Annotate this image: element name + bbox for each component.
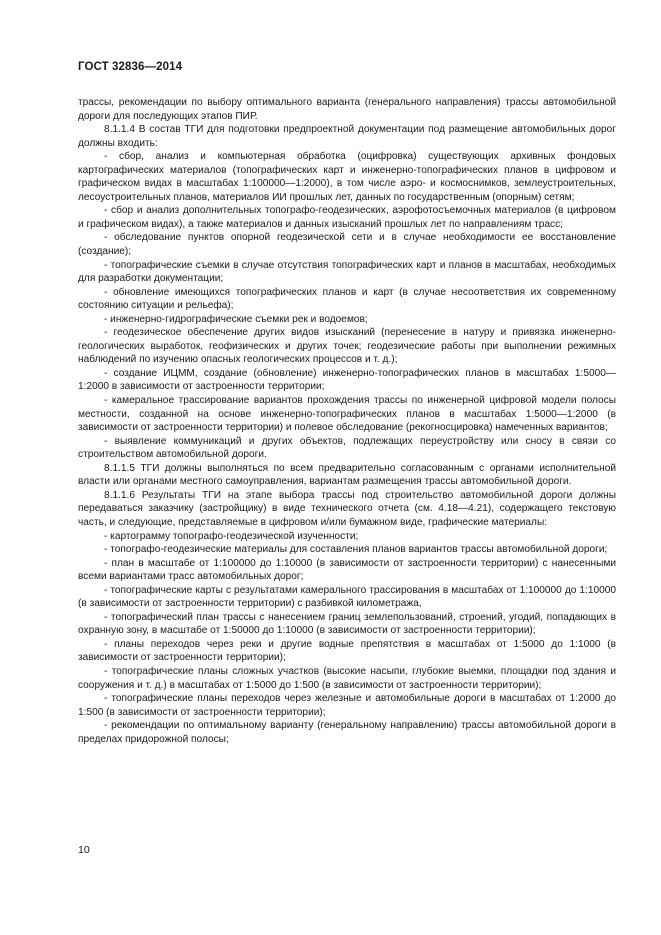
- list-item: - топографические съемки в случае отсутствия топографических карт и планов в масштабах, необходимых для разработки документации;: [78, 259, 616, 285]
- list-item: - топографические планы сложных участков (высокие насыпи, глубокие выемки, площадки под здания и сооружения и т. д.) в масштабах от 1:5000 до 1:500 (в зависимости от застроенности территории);: [78, 665, 616, 691]
- list-item: - обновление имеющихся топографических планов и карт (в случае несоответствия их современному состоянию ситуации и рельефа);: [78, 286, 616, 312]
- list-item: - картограмму топографо-геодезической изученности;: [104, 530, 359, 542]
- list-item: - рекомендации по оптимальному варианту (генеральному направлению) трассы автомобильной дороги в пределах придорожной полосы;: [78, 720, 616, 745]
- list-item: - выявление коммуникаций и других объектов, подлежащих переустройству или сносу в связи со строительством автомобильной дороги.: [78, 435, 616, 461]
- list-item: - топографические карты с результатами камерального трассирования в масштабах от 1:100000 до 1:10000 (в зависимости от застроенности территории) с разбивкой километража,: [78, 584, 616, 610]
- document-header: ГОСТ 32836—2014: [78, 61, 183, 73]
- page-number: 10: [78, 844, 90, 856]
- list-item: - план в масштабе от 1:100000 до 1:10000 (в зависимости от застроенности территории) с нанесенными всеми вариантами трасс автомобильных дорог;: [78, 557, 616, 583]
- list-item: - создание ИЦММ, создание (обновление) инженерно-топографических планов в масштабах 1:5000—1:2000 в зависимости от застроенности территории;: [78, 367, 616, 393]
- list-item: - топографо-геодезические материалы для составления планов вариантов трассы автомобильной дороги;: [104, 544, 608, 556]
- list-item: - геодезическое обеспечение других видов изысканий (перенесение в натуру и привязка инженерно-геологических выработок, геофизических и других точек; геодезические работы при выполнении режимных наблюдений по изучению опасных геологических процессов и т. д.);: [78, 327, 616, 366]
- list-item: - инженерно-гидрографические съемки рек и водоемов;: [104, 313, 368, 325]
- list-item: - камеральное трассирование вариантов прохождения трассы по инженерной цифровой модели полосы местности, созданной на основе инженерно-топографических планов в масштабах 1:5000—1:2000 (в зависимости от застроенности территории) и полевое обследование (рекогносцировка) намеченных вариантов;: [78, 395, 616, 434]
- list-item: - планы переходов через реки и другие водные препятствия в масштабах от 1:5000 до 1:1000 (в зависимости от застроенности территории);: [78, 638, 616, 664]
- paragraph-continuation: трассы, рекомендации по выбору оптимального варианта (генерального направления) трассы автомобильной дороги для последующих этапов ПИР.: [78, 97, 616, 122]
- list-item: - сбор и анализ дополнительных топографо-геодезических, аэрофотосъемочных материалов (в цифровом и графическом видах), а также материалов и данных изысканий прошлых лет по направлениям трасс;: [78, 205, 616, 230]
- list-item: - топографический план трассы с нанесением границ землепользований, строений, угодий, попадающих в охранную зону, в масштабе от 1:50000 до 1:10000 (в зависимости от застроенности территории);: [78, 611, 616, 637]
- list-item: - обследование пунктов опорной геодезической сети и в случае необходимости ее восстановление (создание);: [78, 232, 616, 258]
- list-item: - сбор, анализ и компьютерная обработка (оцифровка) существующих архивных фондовых картографических материалов (топографических карт и инженерно-топографических планов в цифровом и графическом видах в масштабах 1:100000—1:2000), в том числе аэро- и космоснимков, землеустроительных, лесоустроительных планов, материалов ИИ прошлых лет, данных по государственным (опорным) сетям;: [78, 151, 616, 203]
- paragraph-clause-8-1-1-6: 8.1.1.6 Результаты ТГИ на этапе выбора трассы под строительство автомобильной дороги должны передаваться заказчику (застройщику) в виде технического отчета (см. 4.18—4.21), содержащего текстовую часть, и следующие, представляемые в цифровом и/или бумажном виде, графические материалы:: [78, 489, 616, 528]
- paragraph-clause-8-1-1-5: 8.1.1.5 ТГИ должны выполняться по всем предварительно согласованным с органами исполнительной власти или органами местного самоуправления, вариантам размещения трассы автомобильной дороги.: [78, 462, 616, 488]
- document-body: [78, 96, 616, 746]
- paragraph-clause-8-1-1-4: 8.1.1.4 В состав ТГИ для подготовки предпроектной документации под размещение автомобильных дорог должны входить:: [78, 124, 616, 149]
- list-item: - топографические планы переходов через железные и автомобильные дороги в масштабах от 1:2000 до 1:500 (в зависимости от застроенности территории);: [78, 693, 616, 718]
